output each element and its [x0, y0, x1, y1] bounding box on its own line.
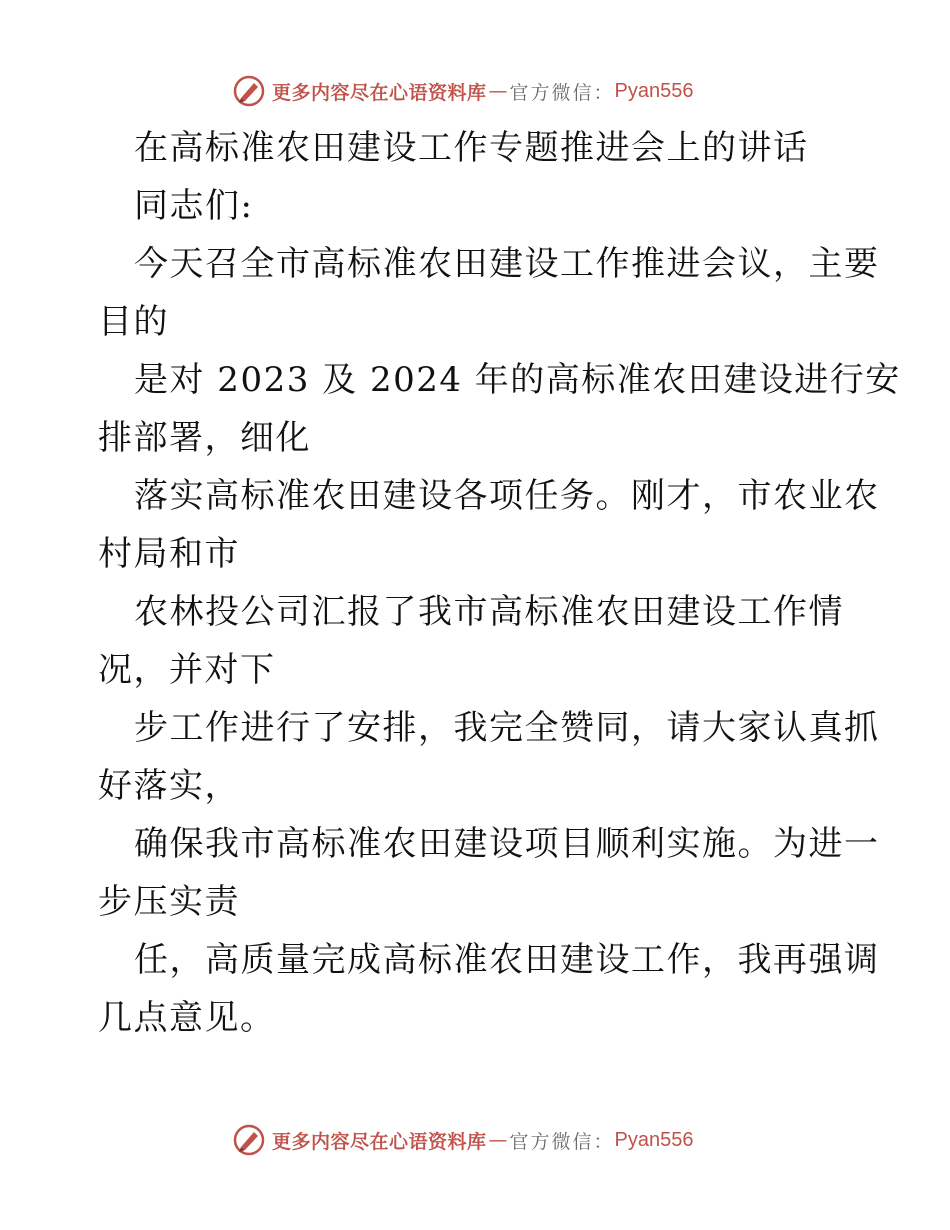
paragraph-line: 落实高标准农田建设各项任务。刚才，市农业农 [134, 476, 880, 516]
footer-watermark [232, 1120, 694, 1160]
pen-logo-icon [232, 1123, 266, 1157]
paragraph-line: 几点意见。 [98, 998, 276, 1038]
paragraph-line: 确保我市高标准农田建设项目顺利实施。为进一 [134, 824, 880, 864]
watermark-official-label: 官方微信： [509, 81, 615, 104]
paragraph-line: 好落实， [98, 766, 240, 806]
watermark-wechat-id: Pyan556 [614, 1128, 694, 1151]
salutation: 同志们: [134, 186, 254, 226]
paragraph-line: 是对 2023 及 2024 年的高标准农田建设进行安 [134, 360, 901, 400]
document-title: 在高标准农田建设工作专题推进会上的讲话 [134, 128, 809, 168]
paragraph-line: 排部署，细化 [98, 418, 311, 458]
paragraph-line: 任，高质量完成高标准农田建设工作，我再强调 [134, 940, 880, 980]
watermark-brand: 更多内容尽在心语资料库 [272, 81, 487, 104]
watermark-brand: 更多内容尽在心语资料库 [272, 1130, 487, 1153]
watermark-wechat-id: Pyan556 [614, 79, 694, 102]
paragraph-line: 目的 [98, 302, 169, 342]
paragraph-line: 步压实责 [98, 882, 240, 922]
paragraph-line: 况，并对下 [98, 650, 276, 690]
paragraph-line: 步工作进行了安排，我完全赞同，请大家认真抓 [134, 708, 880, 748]
watermark-separator: — [488, 80, 508, 102]
paragraph-line: 今天召全市高标准农田建设工作推进会议，主要 [134, 244, 880, 284]
watermark-separator: — [488, 1129, 508, 1151]
paragraph-line: 村局和市 [98, 534, 240, 574]
watermark-official-label: 官方微信： [509, 1130, 615, 1153]
paragraph-line: 农林投公司汇报了我市高标准农田建设工作情 [134, 592, 844, 632]
